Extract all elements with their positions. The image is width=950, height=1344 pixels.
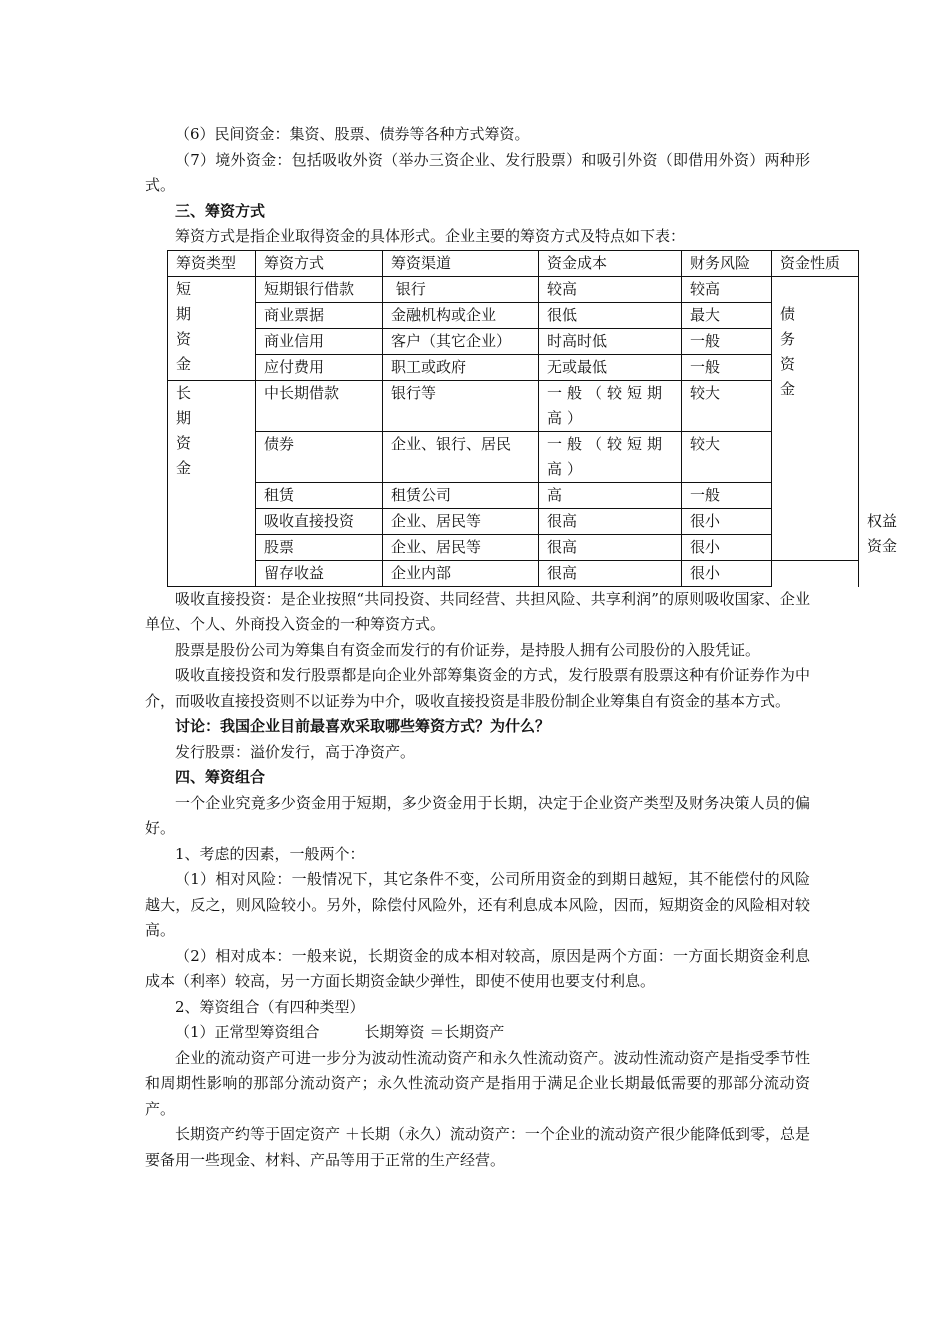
paragraph-foreign-funds: （7）境外资金：包括吸收外资（举办三资企业、发行股票）和吸引外资（即借用外资）两种形式。 (145, 150, 810, 194)
channel-cell: 银行等 (383, 380, 539, 431)
cost-cell: 无或最低 (539, 354, 682, 380)
risk-cell: 一般 (682, 482, 772, 508)
table-row (168, 482, 859, 508)
header-cell: 财务风险 (682, 250, 772, 276)
table-row (168, 508, 859, 534)
cost-cell: 较高 (539, 276, 682, 302)
method-cell: 股票 (256, 534, 383, 560)
table-row (168, 431, 859, 482)
cost-cell: 时高时低 (539, 328, 682, 354)
cost-cell: 一般（较短期高） (539, 431, 682, 482)
channel-cell: 企业内部 (383, 560, 539, 586)
section-heading-financing-methods: 三、筹资方式 (175, 201, 266, 220)
header-cell: 筹资方式 (256, 250, 383, 276)
table-row (168, 534, 859, 560)
table-row (168, 354, 859, 380)
discussion-question: 讨论：我国企业目前最喜欢采取哪些筹资方式？为什么？ (175, 717, 551, 735)
header-cell: 筹资类型 (168, 250, 256, 276)
paragraph-normal-mix: （1）正常型筹资组合 长期筹资 ＝长期资产 (175, 1023, 505, 1041)
risk-cell: 很小 (682, 534, 772, 560)
method-cell: 留存收益 (256, 560, 383, 586)
channel-cell: 客户（其它企业） (383, 328, 539, 354)
group-cell-long-term (168, 380, 256, 586)
nature-label-equity: 权益资金 (867, 511, 898, 555)
method-cell: 应付费用 (256, 354, 383, 380)
financing-table-wrapper (167, 250, 898, 587)
risk-cell: 较高 (682, 276, 772, 302)
channel-cell: 企业、居民等 (383, 508, 539, 534)
cost-cell: 高 (539, 482, 682, 508)
header-cell: 资金性质 (772, 250, 859, 276)
table-row (168, 380, 859, 431)
paragraph-current-assets: 企业的流动资产可进一步分为波动性流动资产和永久性流动资产。波动性流动资产是指受季节性和周期性影响的那部分流动资产；永久性流动资产是指用于满足企业长期最低需要的那部分流动资产。 (145, 1048, 810, 1118)
group-label-short-term: 短期资金 (176, 279, 192, 373)
nature-label-debt: 债务资金 (780, 304, 796, 398)
paragraph-factors: 1、考虑的因素，一般两个： (175, 844, 365, 863)
table-row (168, 276, 859, 302)
discussion-answer: 发行股票：溢价发行，高于净资产。 (175, 742, 416, 761)
channel-cell: 租赁公司 (383, 482, 539, 508)
method-cell: 短期银行借款 (256, 276, 383, 302)
risk-cell: 一般 (682, 328, 772, 354)
method-cell: 债券 (256, 431, 383, 482)
paragraph-stock-definition: 股票是股份公司为筹集自有资金而发行的有价证券，是持股人拥有公司股份的入股凭证。 (175, 640, 761, 659)
nature-cell-debt (772, 276, 859, 560)
risk-cell: 很小 (682, 508, 772, 534)
channel-cell: 企业、居民等 (383, 534, 539, 560)
cost-cell: 很高 (539, 508, 682, 534)
paragraph-mix-intro: 一个企业究竟多少资金用于短期，多少资金用于长期，决定于企业资产类型及财务决策人员的偏好。 (145, 793, 810, 837)
section-heading-financing-mix: 四、筹资组合 (175, 768, 266, 786)
cost-cell: 一般（较短期高） (539, 380, 682, 431)
cost-cell: 很高 (539, 560, 682, 586)
paragraph-private-funds: （6）民间资金：集资、股票、债券等各种方式筹资。 (175, 125, 530, 143)
paragraph-long-term-assets: 长期资产约等于固定资产 ＋长期（永久）流动资产：一个企业的流动资产很少能降低到零，总是要备用一些现金、材料、产品等用于正常的生产经营。 (145, 1125, 810, 1169)
method-cell: 商业信用 (256, 328, 383, 354)
table-header-row (168, 250, 859, 276)
risk-cell: 一般 (682, 354, 772, 380)
group-cell-short-term (168, 276, 256, 380)
paragraph-table-intro: 筹资方式是指企业取得资金的具体形式。企业主要的筹资方式及特点如下表： (175, 227, 686, 245)
cost-cell: 很高 (539, 534, 682, 560)
paragraph-relative-risk: （1）相对风险：一般情况下，其它条件不变，公司所用资金的到期日越短，其不能偿付的风险越大，反之，则风险较小。另外，除偿付风险外，还有利息成本风险，因而，短期资金的风险相对较高。 (145, 870, 810, 939)
channel-cell: 企业、银行、居民 (383, 431, 539, 482)
table-row (168, 328, 859, 354)
document-body (145, 122, 898, 1173)
group-label-long-term: 长期资金 (176, 383, 192, 477)
header-cell: 筹资渠道 (383, 250, 539, 276)
risk-cell: 最大 (682, 302, 772, 328)
table-row (168, 560, 859, 586)
header-cell: 资金成本 (539, 250, 682, 276)
method-cell: 中长期借款 (256, 380, 383, 431)
paragraph-direct-investment: 吸收直接投资：是企业按照“共同投资、共同经营、共担风险、共享利润”的原则吸收国家、企业单位、个人、外商投入资金的一种筹资方式。 (145, 589, 810, 633)
channel-cell: 职工或政府 (383, 354, 539, 380)
paragraph-mix-types: 2、筹资组合（有四种类型） (175, 997, 365, 1016)
table-row (168, 302, 859, 328)
channel-cell: 金融机构或企业 (383, 302, 539, 328)
method-cell: 租赁 (256, 482, 383, 508)
method-cell: 吸收直接投资 (256, 508, 383, 534)
paragraph-comparison: 吸收直接投资和发行股票都是向企业外部筹集资金的方式，发行股票有股票这种有价证券作为中介，而吸收直接投资则不以证券为中介，吸收直接投资是非股份制企业筹集自有资金的基本方式。 (145, 666, 810, 710)
cost-cell: 很低 (539, 302, 682, 328)
risk-cell: 较大 (682, 380, 772, 431)
channel-cell: 银行 (383, 276, 539, 302)
risk-cell: 较大 (682, 431, 772, 482)
method-cell: 商业票据 (256, 302, 383, 328)
financing-methods-table (167, 250, 898, 587)
risk-cell: 很小 (682, 560, 772, 586)
paragraph-relative-cost: （2）相对成本：一般来说，长期资金的成本相对较高，原因是两个方面：一方面长期资金利息成本（利率）较高，另一方面长期资金缺少弹性，即使不使用也要支付利息。 (145, 946, 810, 990)
